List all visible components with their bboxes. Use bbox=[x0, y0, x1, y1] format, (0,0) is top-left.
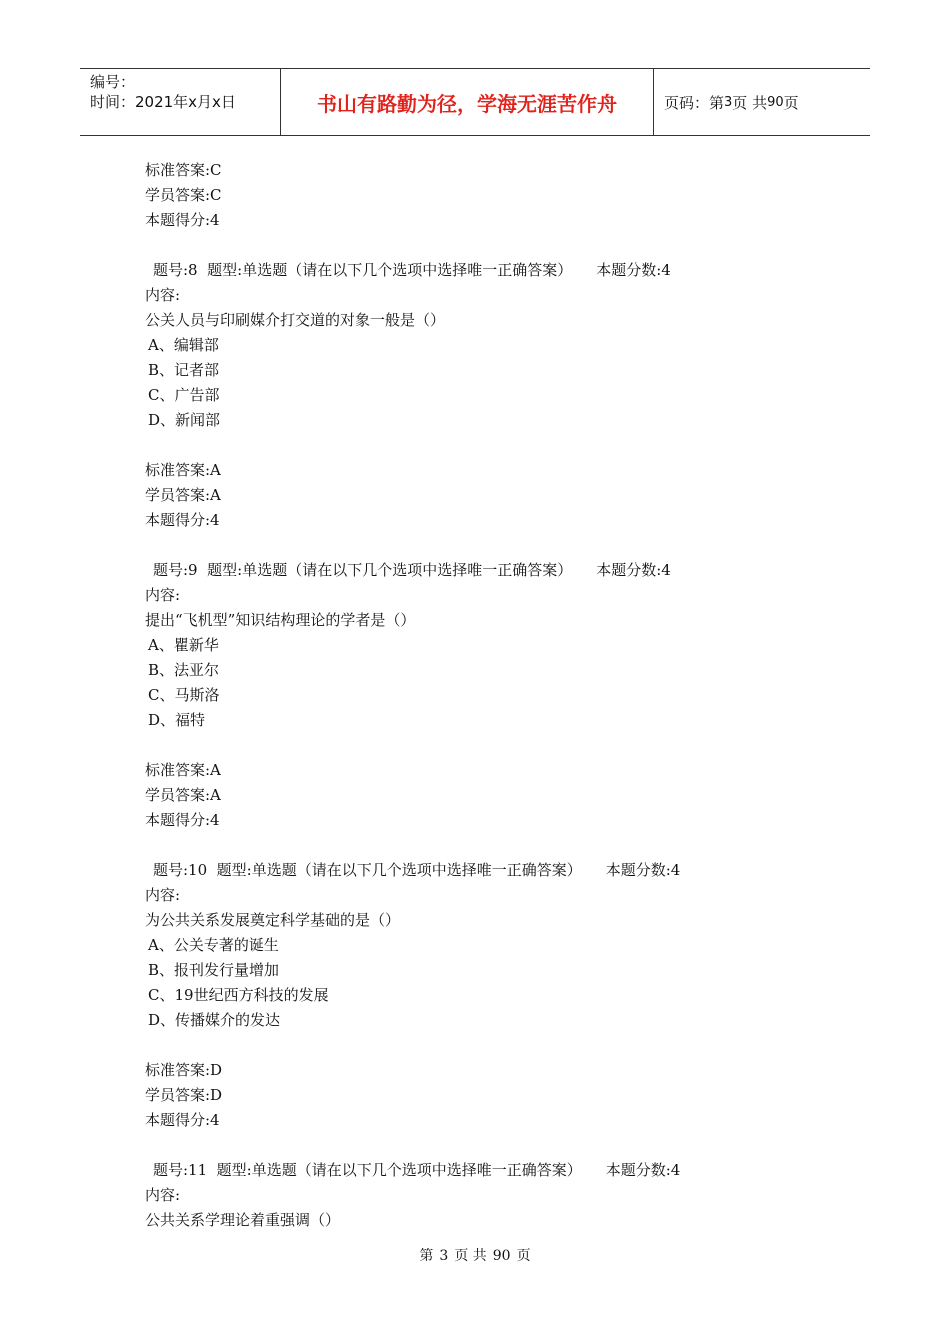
student-answer: 学员答案:A bbox=[145, 486, 221, 504]
question-points: 本题分数:4 bbox=[596, 261, 671, 279]
question-header bbox=[145, 858, 765, 883]
page-number: 3 bbox=[724, 94, 733, 110]
student-answer: 学员答案:A bbox=[145, 786, 221, 804]
document-number-label: 编号： bbox=[90, 73, 136, 91]
document-body bbox=[145, 158, 765, 1233]
option-b: B、报刊发行量增加 bbox=[148, 961, 280, 979]
page-suffix: 页 bbox=[783, 93, 799, 112]
question-block-9 bbox=[145, 558, 765, 858]
question-stem: 为公共关系发展奠定科学基础的是（） bbox=[145, 911, 401, 929]
question-score: 本题得分:4 bbox=[145, 511, 220, 529]
option-a: A、公关专著的诞生 bbox=[148, 936, 279, 954]
document-time-label: 时间：2021年x月x日 bbox=[90, 93, 236, 111]
footer-suffix: 页 bbox=[516, 1248, 531, 1264]
footer-mid: 页 共 bbox=[454, 1248, 487, 1264]
content-label: 内容: bbox=[145, 286, 181, 304]
standard-answer: 标准答案:A bbox=[145, 461, 221, 479]
page-header bbox=[80, 68, 870, 136]
content-label: 内容: bbox=[145, 1186, 181, 1204]
footer-page: 3 bbox=[439, 1248, 449, 1264]
header-page-info bbox=[654, 69, 870, 135]
option-b: B、法亚尔 bbox=[148, 661, 220, 679]
option-c: C、马斯洛 bbox=[148, 686, 220, 704]
question-head: 题号:8 题型:单选题（请在以下几个选项中选择唯一正确答案） bbox=[153, 261, 573, 279]
footer-prefix: 第 bbox=[419, 1248, 434, 1264]
prev-standard-answer: 标准答案:C bbox=[145, 161, 222, 179]
question-head: 题号:10 题型:单选题（请在以下几个选项中选择唯一正确答案） bbox=[153, 861, 582, 879]
student-answer: 学员答案:D bbox=[145, 1086, 223, 1104]
question-header bbox=[145, 1158, 765, 1183]
option-d: D、传播媒介的发达 bbox=[148, 1011, 281, 1029]
question-points: 本题分数:4 bbox=[596, 561, 671, 579]
option-a: A、瞿新华 bbox=[148, 636, 219, 654]
option-a: A、编辑部 bbox=[148, 336, 219, 354]
question-stem: 公关人员与印刷媒介打交道的对象一般是（） bbox=[145, 311, 446, 329]
option-c: C、19世纪西方科技的发展 bbox=[148, 986, 329, 1004]
content-label: 内容: bbox=[145, 886, 181, 904]
question-head: 题号:11 题型:单选题（请在以下几个选项中选择唯一正确答案） bbox=[153, 1161, 582, 1179]
prev-student-answer: 学员答案:C bbox=[145, 186, 222, 204]
question-stem: 提出“飞机型”知识结构理论的学者是（） bbox=[145, 611, 416, 629]
footer-total: 90 bbox=[492, 1248, 511, 1264]
content-label: 内容: bbox=[145, 586, 181, 604]
option-c: C、广告部 bbox=[148, 386, 220, 404]
header-meta bbox=[80, 69, 281, 135]
page-mid: 页 共 bbox=[732, 93, 768, 112]
option-d: D、新闻部 bbox=[148, 411, 221, 429]
header-motto: 书山有路勤为径，学海无涯苦作舟 bbox=[281, 69, 654, 135]
question-score: 本题得分:4 bbox=[145, 1111, 220, 1129]
question-header bbox=[145, 558, 765, 583]
page-total: 90 bbox=[767, 94, 784, 110]
standard-answer: 标准答案:A bbox=[145, 761, 221, 779]
question-points: 本题分数:4 bbox=[605, 861, 681, 879]
question-score: 本题得分:4 bbox=[145, 811, 220, 829]
question-block-10 bbox=[145, 858, 765, 1158]
question-header bbox=[145, 258, 765, 283]
question-head: 题号:9 题型:单选题（请在以下几个选项中选择唯一正确答案） bbox=[153, 561, 573, 579]
standard-answer: 标准答案:D bbox=[145, 1061, 223, 1079]
prev-score: 本题得分:4 bbox=[145, 211, 220, 229]
question-block-8 bbox=[145, 258, 765, 558]
question-points: 本题分数:4 bbox=[605, 1161, 681, 1179]
option-d: D、福特 bbox=[148, 711, 206, 729]
question-block-11 bbox=[145, 1158, 765, 1233]
option-b: B、记者部 bbox=[148, 361, 220, 379]
question-stem: 公共关系学理论着重强调（） bbox=[145, 1211, 341, 1229]
page-prefix: 页码：第 bbox=[664, 93, 725, 112]
page-footer bbox=[0, 1245, 950, 1265]
